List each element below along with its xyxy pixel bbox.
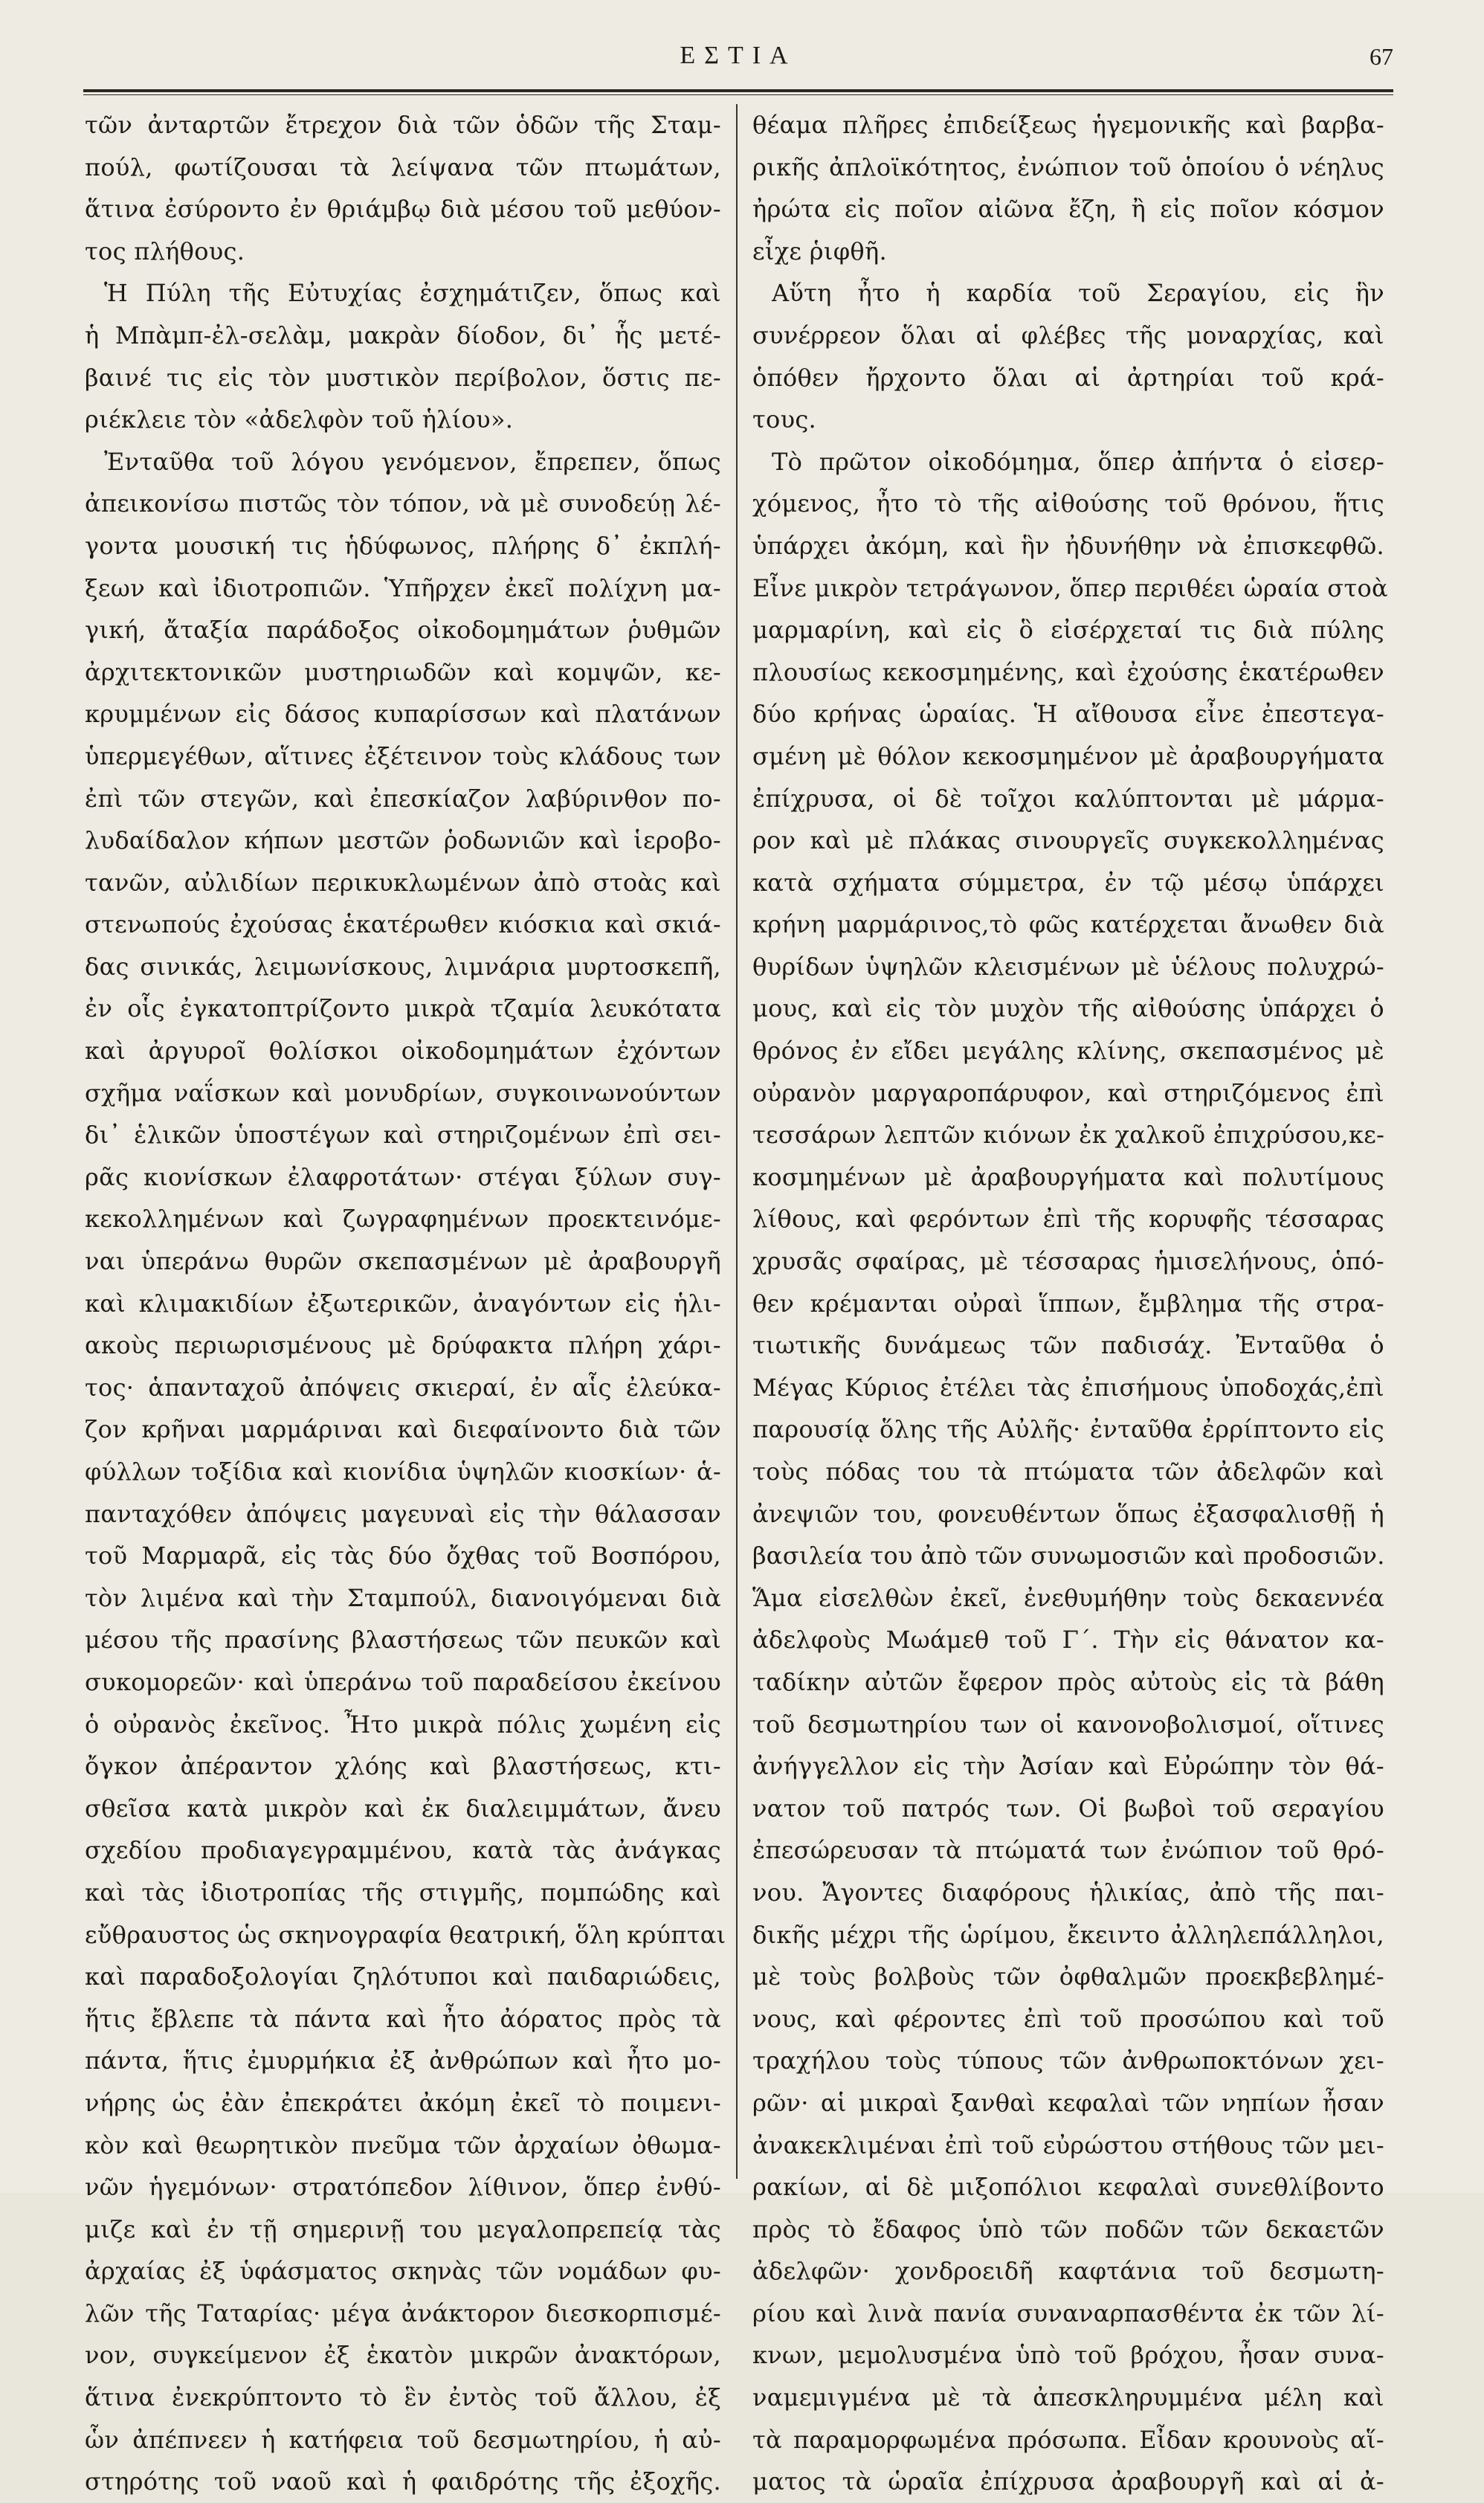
text-line: ριέκλειε τὸν «ἀδελφὸν τοῦ ἡλίου». bbox=[85, 405, 514, 434]
text-line: ἀδελφῶν· χονδροειδῆ καφτάνια τοῦ δεσμωτη- bbox=[752, 2257, 1384, 2286]
text-line: ἀνεψιῶν του, φονευθέντων ὅπως ἐξασφαλισθῇ ἡ bbox=[752, 1499, 1384, 1528]
right-column bbox=[752, 104, 1388, 2496]
text-line: ἥτις ἔβλεπε τὰ πάντα καὶ ἦτο ἀόρατος πρὸς τὰ bbox=[85, 2004, 721, 2033]
text-line: νου. Ἄγοντες διαφόρους ἡλικίας, ἀπὸ τῆς παι- bbox=[752, 1878, 1384, 1907]
text-line: Αὕτη ἦτο ἡ καρδία τοῦ Σεραγίου, εἰς ἣν bbox=[772, 279, 1384, 308]
text-line: χόμενος, ἦτο τὸ τῆς αἰθούσης τοῦ θρόνου, ἥτις bbox=[752, 489, 1384, 518]
text-line: συνέρρεον ὅλαι αἱ φλέβες τῆς μοναρχίας, καὶ bbox=[752, 320, 1384, 349]
text-line: ἡ Μπὰμπ-ἐλ-σελὰμ, μακρὰν δίοδον, δι᾽ ἧς μετέ- bbox=[85, 320, 721, 349]
text-line: ρακίων, αἱ δὲ μιξοπόλιοι κεφαλαὶ συνεθλίβοντο bbox=[752, 2173, 1384, 2202]
text-line: λυδαίδαλον κήπων μεστῶν ῥοδωνιῶν καὶ ἱεροβο- bbox=[85, 826, 721, 855]
text-line: χρυσᾶς σφαίρας, μὲ τέσσαρας ἡμισελήνους, ὁπό- bbox=[752, 1247, 1384, 1276]
text-line: σμένη μὲ θόλον κεκοσμημένον μὲ ἀραβουργήματα bbox=[752, 741, 1384, 770]
text-line: εὔθραυστος ὡς σκηνογραφία θεατρική, ὅλη κρύπται bbox=[85, 1920, 726, 1949]
text-line: καὶ κλιμακιδίων ἐξωτερικῶν, ἀναγόντων εἰς ἡλι- bbox=[85, 1289, 721, 1318]
text-line: μαρμαρίνη, καὶ εἰς ὃ εἰσέρχεταί τις διὰ πύλης bbox=[752, 616, 1384, 645]
text-line: κατὰ σχήματα σύμμετρα, ἐν τῷ μέσῳ ὑπάρχει bbox=[752, 868, 1384, 897]
running-title: ΕΣΤΙΑ bbox=[680, 42, 797, 69]
text-line: Ἅμα εἰσελθὼν ἐκεῖ, ἐνεθυμήθην τοὺς δεκαεννέα bbox=[752, 1583, 1384, 1612]
text-line: κοσμημένων μὲ ἀραβουργήματα καὶ πολυτίμους bbox=[752, 1162, 1384, 1191]
text-line: θυρίδων ὑψηλῶν κλεισμένων μὲ ὑέλους πολυχρώ- bbox=[752, 952, 1384, 981]
text-line: ἅτινα ἐνεκρύπτοντο τὸ ἓν ἐντὸς τοῦ ἄλλου, ἐξ bbox=[85, 2383, 721, 2412]
text-line: τὸν λιμένα καὶ τὴν Σταμπούλ, διανοιγόμεναι διὰ bbox=[85, 1583, 721, 1612]
text-line: ἀνακεκλιμέναι ἐπὶ τοῦ εὐρώστου στήθους τῶν μει- bbox=[752, 2130, 1384, 2159]
text-line: δας σινικάς, λειμωνίσκους, λιμνάρια μυρτοσκεπῆ, bbox=[85, 952, 721, 981]
left-column bbox=[85, 104, 726, 2496]
text-line: μους, καὶ εἰς τὸν μυχὸν τῆς αἰθούσης ὑπάρχει ὁ bbox=[752, 994, 1384, 1023]
text-line: πανταχόθεν ἀπόψεις μαγευναὶ εἰς τὴν θάλασσαν bbox=[85, 1499, 721, 1528]
text-line: τος· ἁπανταχοῦ ἀπόψεις σκιεραί, ἐν αἷς ἐλεύκα- bbox=[85, 1373, 721, 1402]
text-line: δύο κρήνας ὡραίας. Ἡ αἴθουσα εἶνε ἐπεστεγα- bbox=[752, 700, 1384, 729]
text-line: ὁ οὐρανὸς ἐκεῖνος. Ἦτο μικρὰ πόλις χωμένη εἰς bbox=[85, 1710, 721, 1739]
text-line: ταδίκην αὐτῶν ἔφερον πρὸς αὐτοὺς εἰς τὰ βάθη bbox=[752, 1667, 1384, 1696]
text-line: μέσου τῆς πρασίνης βλαστήσεως τῶν πευκῶν καὶ bbox=[85, 1626, 721, 1655]
text-line: τοῦ δεσμωτηρίου των οἱ κανονοβολισμοί, οἵτινες bbox=[752, 1710, 1384, 1739]
text-line: ἠρώτα εἰς ποῖον αἰῶνα ἔζη, ἢ εἰς ποῖον κόσμον bbox=[752, 195, 1384, 224]
text-line: ρῶν· αἱ μικραὶ ξανθαὶ κεφαλαὶ τῶν νηπίων ἦσαν bbox=[752, 2088, 1384, 2117]
text-line: καὶ ἀργυροῖ θολίσκοι οἰκοδομημάτων ἐχόντων bbox=[85, 1037, 721, 1066]
text-line: ὧν ἀπέπνεεν ἡ κατήφεια τοῦ δεσμωτηρίου, ἡ αὐ- bbox=[85, 2425, 721, 2454]
text-line: ἅτινα ἐσύροντο ἐν θριάμβῳ διὰ μέσου τοῦ μεθύον- bbox=[85, 195, 721, 224]
text-line: ἀνήγγελλον εἰς τὴν Ἀσίαν καὶ Εὐρώπην τὸν θά- bbox=[752, 1752, 1384, 1781]
text-line: καὶ παραδοξολογίαι ζηλότυποι καὶ παιδαριώδεις, bbox=[85, 1962, 721, 1991]
text-line: Ἡ Πύλη τῆς Εὐτυχίας ἐσχημάτιζεν, ὅπως καὶ bbox=[104, 279, 721, 308]
text-line: νήρης ὡς ἐὰν ἐπεκράτει ἀκόμη ἐκεῖ τὸ ποιμενι- bbox=[85, 2088, 721, 2117]
text-line: ματος τὰ ὡραῖα ἐπίχρυσα ἀραβουργῆ καὶ αἱ ἀ- bbox=[752, 2467, 1384, 2496]
text-line: λίθους, καὶ φερόντων ἐπὶ τῆς κορυφῆς τέσσαρας bbox=[752, 1205, 1384, 1234]
text-line: ἐπίχρυσα, οἱ δὲ τοῖχοι καλύπτονται μὲ μάρμα- bbox=[752, 784, 1384, 813]
text-line: ὄγκον ἀπέραντον χλόης καὶ βλαστήσεως, κτι- bbox=[85, 1752, 721, 1781]
text-line: ρᾶς κιονίσκων ἐλαφροτάτων· στέγαι ξύλων συγ- bbox=[85, 1162, 721, 1191]
text-line: σθεῖσα κατὰ μικρὸν καὶ ἐκ διαλειμμάτων, ἄνευ bbox=[85, 1794, 721, 1823]
text-line: πρὸς τὸ ἔδαφος ὑπὸ τῶν ποδῶν τῶν δεκαετῶν bbox=[752, 2214, 1384, 2243]
text-line: ὁπόθεν ἤρχοντο ὅλαι αἱ ἀρτηρίαι τοῦ κρά- bbox=[752, 363, 1384, 392]
text-line: κνων, μεμολυσμένα ὑπὸ τοῦ βρόχου, ἦσαν συνα- bbox=[752, 2341, 1384, 2370]
text-line: κὸν καὶ θεωρητικὸν πνεῦμα τῶν ἀρχαίων ὀθωμα- bbox=[85, 2130, 721, 2159]
text-line: τῶν ἀνταρτῶν ἔτρεχον διὰ τῶν ὁδῶν τῆς Σταμ- bbox=[85, 111, 721, 139]
text-line: κρήνη μαρμάρινος,τὸ φῶς κατέρχεται ἄνωθεν διὰ bbox=[752, 910, 1384, 939]
text-line: πούλ, φωτίζουσαι τὰ λείψανα τῶν πτωμάτων, bbox=[85, 152, 721, 181]
header-rule-thin bbox=[83, 94, 1393, 95]
text-line: νατον τοῦ πατρός των. Οἱ βωβοὶ τοῦ σεραγίου bbox=[752, 1794, 1384, 1823]
text-line: ἀπεικονίσω πιστῶς τὸν τόπον, νὰ μὲ συνοδεύῃ λέ- bbox=[85, 489, 721, 518]
text-line: κρυμμένων εἰς δάσος κυπαρίσσων καὶ πλατάνων bbox=[85, 700, 721, 729]
text-line: τιωτικῆς δυνάμεως τῶν παδισάχ. Ἐνταῦθα ὁ bbox=[752, 1331, 1384, 1360]
text-line: ξεων καὶ ἰδιοτροπιῶν. Ὑπῆρχεν ἐκεῖ πολίχνη μα- bbox=[85, 573, 721, 602]
text-line: ὑπάρχει ἀκόμη, καὶ ἣν ἠδυνήθην νὰ ἐπισκεφθῶ. bbox=[752, 531, 1384, 560]
text-line: φύλλων τοξίδια καὶ κιονίδια ὑψηλῶν κιοσκίων· ἁ- bbox=[85, 1457, 721, 1486]
page-number: 67 bbox=[1370, 43, 1393, 70]
text-line: ζον κρῆναι μαρμάριναι καὶ διεφαίνοντο διὰ τῶν bbox=[85, 1415, 721, 1444]
text-line: ἀρχιτεκτονικῶν μυστηριωδῶν καὶ κομψῶν, κε- bbox=[85, 657, 721, 686]
text-line: γοντα μουσική τις ἡδύφωνος, πλήρης δ᾽ ἐκπλή- bbox=[85, 531, 721, 560]
text-line: ὑπερμεγέθων, αἵτινες ἐξέτεινον τοὺς κλάδους των bbox=[85, 741, 721, 770]
text-line: νον, συγκείμενον ἐξ ἑκατὸν μικρῶν ἀνακτόρων, bbox=[85, 2341, 721, 2370]
text-line: νους, καὶ φέροντες ἐπὶ τοῦ προσώπου καὶ τοῦ bbox=[752, 2004, 1384, 2033]
page-header bbox=[83, 39, 1393, 91]
text-line: σχῆμα ναΐσκων καὶ μονυδρίων, συγκοινωνούντων bbox=[85, 1078, 721, 1107]
text-line: Μέγας Κύριος ἐτέλει τὰς ἐπισήμους ὑποδοχάς,ἐπὶ bbox=[752, 1373, 1384, 1402]
text-line: ρίου καὶ λινὰ πανία συναναρπασθέντα ἐκ τῶν λί- bbox=[752, 2299, 1384, 2328]
text-line: γική, ἄταξία παράδοξος οἰκοδομημάτων ῥυθμῶν bbox=[85, 616, 721, 645]
text-line: λῶν τῆς Ταταρίας· μέγα ἀνάκτορον διεσκορπισμέ- bbox=[85, 2299, 721, 2328]
text-line: κεκολλημένων καὶ ζωγραφημένων προεκτεινόμε- bbox=[85, 1205, 721, 1234]
text-line: ναι ὑπεράνω θυρῶν σκεπασμένων μὲ ἀραβουργῆ bbox=[85, 1247, 721, 1276]
text-line: δικῆς μέχρι τῆς ὡρίμου, ἔκειντο ἀλληλεπάλληλοι, bbox=[752, 1920, 1384, 1949]
text-line: ἀδελφοὺς Μωάμεθ τοῦ Γ´. Τὴν εἰς θάνατον κα- bbox=[752, 1626, 1384, 1655]
text-line: πάντα, ἥτις ἐμυρμήκια ἐξ ἀνθρώπων καὶ ἦτο μο- bbox=[85, 2046, 721, 2075]
text-line: τανῶν, αὐλιδίων περικυκλωμένων ἀπὸ στοὰς καὶ bbox=[85, 868, 721, 897]
text-line: ναμεμιγμένα μὲ τὰ ἀπεσκληρυμμένα μέλη καὶ bbox=[752, 2383, 1384, 2412]
text-line: θέαμα πλῆρες ἐπιδείξεως ἡγεμονικῆς καὶ βαρβα- bbox=[752, 111, 1384, 139]
text-line: στηρότης τοῦ ναοῦ καὶ ἡ φαιδρότης τῆς ἐξοχῆς. bbox=[85, 2467, 721, 2496]
text-line: ρον καὶ μὲ πλάκας σινουργεῖς συγκεκολλημένας bbox=[752, 826, 1384, 855]
text-line: Ἐνταῦθα τοῦ λόγου γενόμενον, ἔπρεπεν, ὅπως bbox=[104, 447, 721, 476]
text-line: ἀρχαίας ἐξ ὑφάσματος σκηνὰς τῶν νομάδων φυ- bbox=[85, 2257, 721, 2286]
text-line: Εἶνε μικρὸν τετράγωνον, ὅπερ περιθέει ὡραία στοὰ bbox=[752, 573, 1388, 602]
text-line: εἶχε ῥιφθῆ. bbox=[752, 236, 887, 265]
text-line: νῶν ἡγεμόνων· στρατόπεδον λίθινον, ὅπερ ἐνθύ- bbox=[85, 2173, 721, 2202]
text-line: βαινέ τις εἰς τὸν μυστικὸν περίβολον, ὅστις πε- bbox=[85, 363, 721, 392]
column-divider bbox=[736, 104, 738, 2179]
text-line: ἐπὶ τῶν στεγῶν, καὶ ἐπεσκίαζον λαβύρινθον πο- bbox=[85, 784, 721, 813]
text-line: ρικῆς ἀπλοϊκότητος, ἐνώπιον τοῦ ὁποίου ὁ νέηλυς bbox=[752, 152, 1384, 181]
text-line: ἐπεσώρευσαν τὰ πτώματά των ἐνώπιον τοῦ θρό- bbox=[752, 1836, 1384, 1865]
text-line: τος πλήθους. bbox=[85, 236, 245, 265]
text-line: μὲ τοὺς βολβοὺς τῶν ὀφθαλμῶν προεκβεβλημέ- bbox=[752, 1962, 1384, 1991]
text-line: ακοὺς περιωρισμένους μὲ δρύφακτα πλήρη χάρι- bbox=[85, 1331, 721, 1360]
text-line: τὰ παραμορφωμένα πρόσωπα. Εἶδαν κρουνοὺς αἵ- bbox=[752, 2425, 1384, 2454]
header-rule bbox=[83, 89, 1393, 92]
text-line: οὐρανὸν μαργαροπάρυφον, καὶ στηριζόμενος ἐπὶ bbox=[752, 1078, 1384, 1107]
text-line: ἐν οἷς ἐγκατοπτρίζοντο μικρὰ τζαμία λευκότατα bbox=[85, 994, 721, 1023]
text-line: τεσσάρων λεπτῶν κιόνων ἐκ χαλκοῦ ἐπιχρύσου,κε- bbox=[752, 1121, 1385, 1150]
text-line: μιζε καὶ ἐν τῇ σημερινῇ του μεγαλοπρεπείᾳ τὰς bbox=[85, 2214, 721, 2243]
text-line: τραχήλου τοὺς τύπους τῶν ἀνθρωποκτόνων χει- bbox=[752, 2046, 1384, 2075]
text-line: στενωπούς ἐχούσας ἑκατέρωθεν κιόσκια καὶ σκιά- bbox=[85, 910, 721, 939]
text-line: θεν κρέμανται οὐραὶ ἵππων, ἔμβλημα τῆς στρα- bbox=[752, 1289, 1384, 1318]
text-line: θρόνος ἐν εἴδει μεγάλης κλίνης, σκεπασμένος μὲ bbox=[752, 1037, 1384, 1066]
text-line: τοὺς πόδας του τὰ πτώματα τῶν ἀδελφῶν καὶ bbox=[752, 1457, 1384, 1486]
text-line: πλουσίως κεκοσμημένης, καὶ ἐχούσης ἑκατέρωθεν bbox=[752, 657, 1384, 686]
text-line: βασιλεία του ἀπὸ τῶν συνωμοσιῶν καὶ προδοσιῶν. bbox=[752, 1542, 1385, 1571]
text-line: συκομορεῶν· καὶ ὑπεράνω τοῦ παραδείσου ἐκείνου bbox=[85, 1667, 721, 1696]
text-line: καὶ τὰς ἰδιοτροπίας τῆς στιγμῆς, πομπώδης καὶ bbox=[85, 1878, 721, 1907]
text-line: παρουσίᾳ ὅλης τῆς Αὐλῆς· ἐνταῦθα ἐρρίπτοντο εἰς bbox=[752, 1415, 1384, 1444]
text-line: τοῦ Μαρμαρᾶ, εἰς τὰς δύο ὄχθας τοῦ Βοσπόρου, bbox=[85, 1542, 721, 1571]
text-line: Τὸ πρῶτον οἰκοδόμημα, ὅπερ ἀπήντα ὁ εἰσερ- bbox=[772, 447, 1384, 476]
text-line: σχεδίου προδιαγεγραμμένου, κατὰ τὰς ἀνάγκας bbox=[85, 1836, 721, 1865]
text-line: τους. bbox=[752, 405, 817, 434]
text-line: δι᾽ ἑλικῶν ὑποστέγων καὶ στηριζομένων ἐπὶ σει- bbox=[85, 1121, 721, 1150]
